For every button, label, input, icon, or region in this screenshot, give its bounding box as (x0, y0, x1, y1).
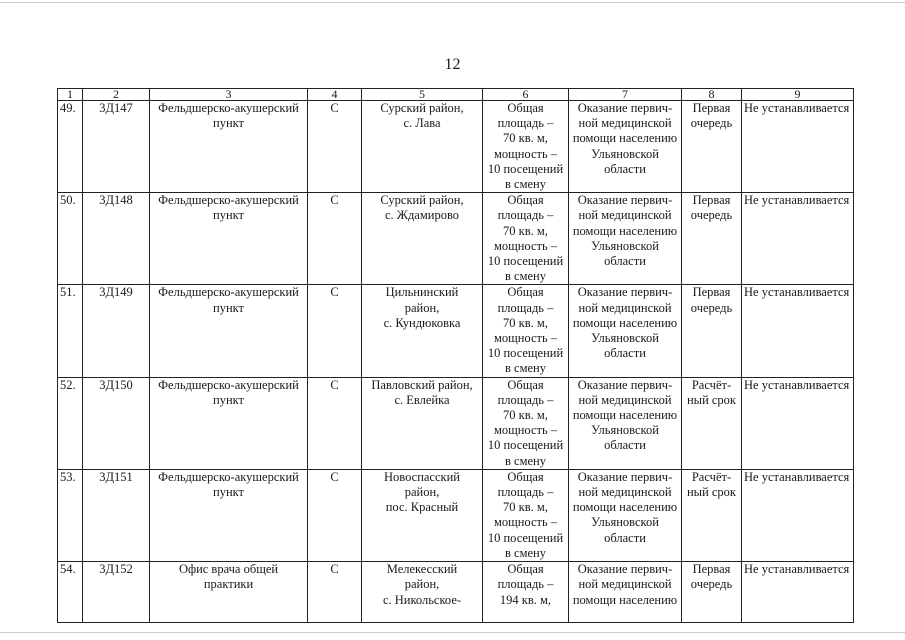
object-type-cell: С (308, 562, 362, 623)
cell-line: ной медицинской (578, 392, 672, 407)
parameters-cell (483, 469, 569, 561)
cell-line: ной медицинской (578, 577, 672, 592)
cell-line: мощность – (493, 423, 558, 438)
column-header: 5 (362, 89, 483, 101)
column-number-header (58, 89, 854, 101)
zone-cell: Не устанавливается (742, 469, 854, 561)
cell-line: Общая (507, 562, 544, 577)
cell-line: помощи населению (572, 592, 678, 607)
objects-table (57, 88, 854, 623)
cell-line: 70 кв. м, (503, 223, 548, 238)
zone-cell: Не устанавливается (742, 562, 854, 623)
cell-line: ный срок (686, 392, 737, 407)
cell-line: Оказание первич- (577, 562, 673, 577)
object-code-cell: 3Д151 (83, 469, 150, 561)
cell-line: 70 кв. м, (503, 131, 548, 146)
cell-line: Первая (692, 562, 731, 577)
cell-line: ный срок (686, 485, 737, 500)
row-number-cell: 51. (58, 285, 83, 377)
cell-line: 70 кв. м, (503, 315, 548, 330)
zone-cell: Не устанавливается (742, 193, 854, 285)
cell-line: ной медицинской (578, 485, 672, 500)
term-cell (682, 377, 742, 469)
term-cell (682, 285, 742, 377)
term-cell (682, 101, 742, 193)
parameters-cell (483, 101, 569, 193)
cell-line: помощи населению (572, 408, 678, 423)
cell-line: области (604, 254, 646, 269)
cell-line: площадь – (497, 208, 554, 223)
cell-line: в смену (505, 361, 546, 376)
table-row (58, 101, 854, 193)
cell-line: Цильнинский (385, 285, 459, 300)
object-code-cell: 3Д150 (83, 377, 150, 469)
cell-line: Общая (507, 193, 544, 208)
cell-line: 70 кв. м, (503, 408, 548, 423)
location-cell (362, 285, 483, 377)
parameters-cell (483, 377, 569, 469)
cell-line: пункт (213, 300, 244, 315)
cell-line: в смену (505, 177, 546, 192)
column-header: 3 (150, 89, 308, 101)
column-header: 1 (58, 89, 83, 101)
cell-line: 70 кв. м, (503, 500, 548, 515)
column-header: 2 (83, 89, 150, 101)
object-type-cell: С (308, 101, 362, 193)
object-name-cell (150, 285, 308, 377)
parameters-cell (483, 285, 569, 377)
cell-line: Расчёт- (691, 469, 732, 484)
table-row (58, 285, 854, 377)
cell-line: 10 посещений (487, 346, 564, 361)
cell-line: площадь – (497, 577, 554, 592)
table-row (58, 469, 854, 561)
object-type-cell: С (308, 285, 362, 377)
cell-line: площадь – (497, 392, 554, 407)
cell-line: ной медицинской (578, 116, 672, 131)
object-name-cell (150, 377, 308, 469)
object-name-cell (150, 101, 308, 193)
cell-line: Ульяновской (591, 423, 659, 438)
cell-line: Общая (507, 101, 544, 115)
page-number: 12 (444, 56, 461, 73)
cell-line: мощность – (493, 515, 558, 530)
cell-line: очередь (690, 116, 733, 131)
scan-edge-top (0, 2, 905, 3)
cell-line: помощи населению (572, 500, 678, 515)
cell-line: в смену (505, 269, 546, 284)
object-code-cell: 3Д149 (83, 285, 150, 377)
location-cell (362, 469, 483, 561)
cell-line: очередь (690, 300, 733, 315)
cell-line: Первая (692, 101, 731, 115)
cell-line: Общая (507, 377, 544, 392)
cell-line: Павловский район, (371, 377, 473, 392)
cell-line: Оказание первич- (577, 101, 673, 115)
cell-line: очередь (690, 208, 733, 223)
term-cell (682, 193, 742, 285)
parameters-cell (483, 562, 569, 623)
object-code-cell: 3Д152 (83, 562, 150, 623)
cell-line: Ульяновской (591, 146, 659, 161)
purpose-cell (569, 377, 682, 469)
location-cell (362, 101, 483, 193)
cell-line: мощность – (493, 331, 558, 346)
cell-line: области (604, 438, 646, 453)
zone-cell: Не устанавливается (742, 377, 854, 469)
cell-line: ной медицинской (578, 300, 672, 315)
cell-line: площадь – (497, 116, 554, 131)
cell-line: 10 посещений (487, 161, 564, 176)
cell-line: помощи населению (572, 223, 678, 238)
parameters-cell (483, 193, 569, 285)
location-cell (362, 377, 483, 469)
object-type-cell: С (308, 469, 362, 561)
object-code-cell: 3Д147 (83, 101, 150, 193)
cell-line: Оказание первич- (577, 193, 673, 208)
cell-line: в смену (505, 545, 546, 560)
cell-line: Офис врача общей (178, 562, 279, 577)
cell-line: 10 посещений (487, 530, 564, 545)
cell-line: Оказание первич- (577, 377, 673, 392)
zone-cell: Не устанавливается (742, 285, 854, 377)
cell-line: Сурский район, (380, 193, 464, 208)
term-cell (682, 562, 742, 623)
table-row (58, 377, 854, 469)
cell-line: Фельдшерско-акушерский (158, 377, 299, 392)
object-type-cell: С (308, 193, 362, 285)
location-cell (362, 193, 483, 285)
location-cell (362, 562, 483, 623)
cell-line: области (604, 346, 646, 361)
row-number-cell: 50. (58, 193, 83, 285)
cell-line: практики (203, 577, 254, 592)
cell-line: пункт (213, 208, 244, 223)
row-number-cell: 52. (58, 377, 83, 469)
cell-line: с. Евлейка (394, 392, 450, 407)
purpose-cell (569, 562, 682, 623)
cell-line: в смену (505, 453, 546, 468)
scan-edge-bottom (0, 632, 905, 633)
cell-line: очередь (690, 577, 733, 592)
cell-line: Фельдшерско-акушерский (158, 101, 299, 115)
cell-line: с. Никольское- (382, 592, 462, 607)
term-cell (682, 469, 742, 561)
row-number-cell: 53. (58, 469, 83, 561)
cell-line: Ульяновской (591, 515, 659, 530)
cell-line: Оказание первич- (577, 469, 673, 484)
cell-line: Ульяновской (591, 331, 659, 346)
cell-line: Фельдшерско-акушерский (158, 285, 299, 300)
cell-line: район, (404, 577, 440, 592)
column-header: 9 (742, 89, 854, 101)
purpose-cell (569, 285, 682, 377)
cell-line: мощность – (493, 146, 558, 161)
cell-line: район, (404, 485, 440, 500)
cell-line: области (604, 161, 646, 176)
column-header: 4 (308, 89, 362, 101)
cell-line: Ульяновской (591, 238, 659, 253)
column-header: 6 (483, 89, 569, 101)
row-number-cell: 49. (58, 101, 83, 193)
cell-line: Фельдшерско-акушерский (158, 193, 299, 208)
cell-line: Первая (692, 285, 731, 300)
column-header: 8 (682, 89, 742, 101)
purpose-cell (569, 469, 682, 561)
cell-line: Фельдшерско-акушерский (158, 469, 299, 484)
object-code-cell: 3Д148 (83, 193, 150, 285)
column-header: 7 (569, 89, 682, 101)
cell-line: район, (404, 300, 440, 315)
cell-line: мощность – (493, 238, 558, 253)
object-name-cell (150, 469, 308, 561)
cell-line: Общая (507, 469, 544, 484)
cell-line: помощи населению (572, 315, 678, 330)
cell-line: области (604, 530, 646, 545)
purpose-cell (569, 101, 682, 193)
object-type-cell: С (308, 377, 362, 469)
cell-line: 10 посещений (487, 438, 564, 453)
cell-line: пункт (213, 116, 244, 131)
cell-line: с. Кундюковка (383, 315, 461, 330)
cell-line: ной медицинской (578, 208, 672, 223)
cell-line: площадь – (497, 485, 554, 500)
table-row (58, 193, 854, 285)
cell-line: Оказание первич- (577, 285, 673, 300)
purpose-cell (569, 193, 682, 285)
cell-line: Расчёт- (691, 377, 732, 392)
cell-line: пункт (213, 392, 244, 407)
cell-line: Сурский район, (380, 101, 464, 115)
cell-line: Новоспасский (384, 469, 460, 484)
cell-line: 194 кв. м, (499, 592, 552, 607)
cell-line: 10 посещений (487, 254, 564, 269)
cell-line: помощи населению (572, 131, 678, 146)
cell-line: с. Ждамирово (384, 208, 460, 223)
row-number-cell: 54. (58, 562, 83, 623)
object-name-cell (150, 562, 308, 623)
cell-line: пункт (213, 485, 244, 500)
cell-line: пос. Красный (385, 500, 459, 515)
cell-line: Мелекесский (386, 562, 458, 577)
zone-cell: Не устанавливается (742, 101, 854, 193)
object-name-cell (150, 193, 308, 285)
cell-line: Первая (692, 193, 731, 208)
cell-line: Общая (507, 285, 544, 300)
table-row (58, 562, 854, 623)
cell-line: с. Лава (403, 116, 441, 131)
cell-line: площадь – (497, 300, 554, 315)
